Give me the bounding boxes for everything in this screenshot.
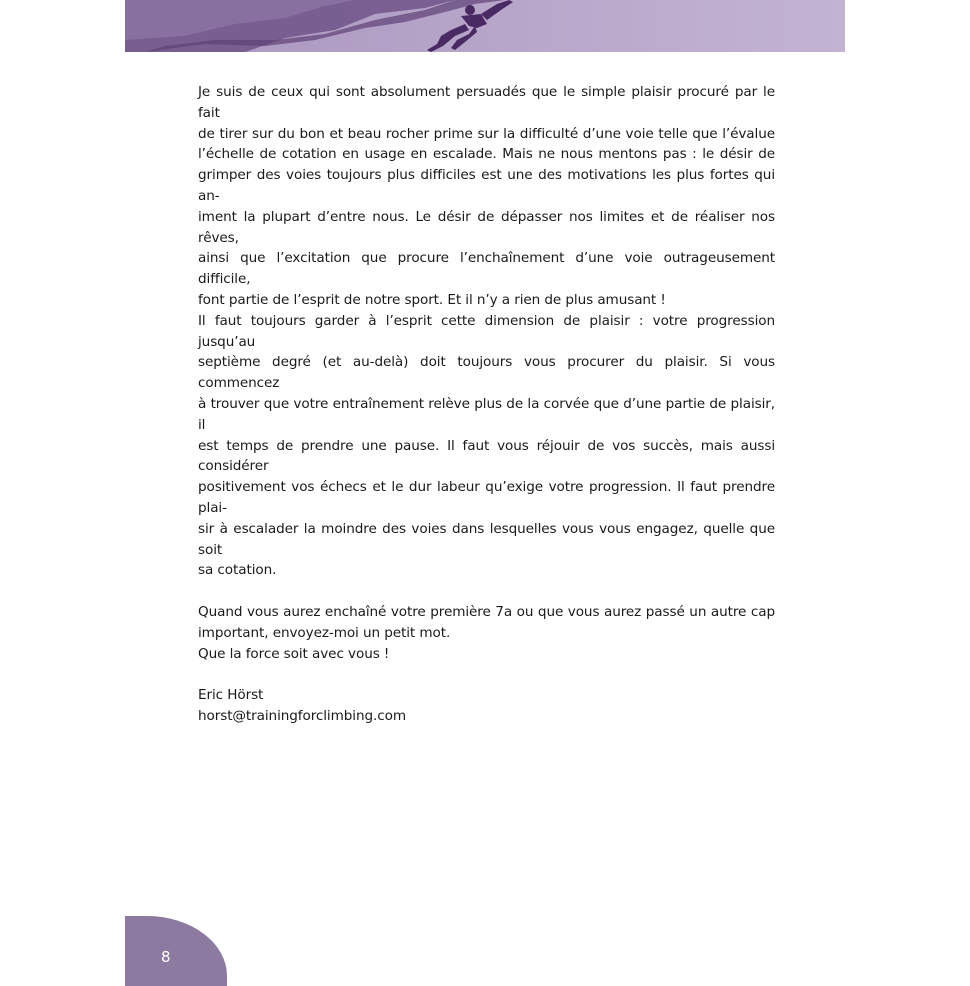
book-page xyxy=(125,0,845,971)
page-number-tab xyxy=(125,916,227,986)
signature xyxy=(198,685,775,727)
climber-photo-graphic xyxy=(125,0,845,52)
text-line: est temps de prendre une pause. Il faut vous réjouir de vos succès, mais aussi considérer xyxy=(198,437,775,475)
text-line: septième degré (et au-delà) doit toujours vous procurer du plaisir. Si vous commencez xyxy=(198,354,775,392)
text-line: sir à escalader la moindre des voies dans lesquelles vous vous engagez, quelle que soit xyxy=(198,520,775,558)
text-line: Que la force soit avec vous ! xyxy=(198,645,390,662)
paragraph-gap xyxy=(198,581,775,602)
text-line: Il faut toujours garder à l’esprit cette dimension de plaisir : votre progression jusqu’au xyxy=(198,312,775,350)
text-line: important, envoyez-moi un petit mot. xyxy=(198,624,451,641)
paragraph-2 xyxy=(198,311,775,581)
text-line: ainsi que l’excitation que procure l’enchaînement d’une voie outrageusement difficile, xyxy=(198,250,775,288)
signature-email: horst@trainingforclimbing.com xyxy=(198,707,406,724)
paragraph-3 xyxy=(198,602,775,664)
signature-name: Eric Hörst xyxy=(198,687,264,704)
text-line: grimper des voies toujours plus difficiles est une des motivations les plus fortes qui an- xyxy=(198,167,775,204)
text-line: Je suis de ceux qui sont absolument persuadés que le simple plaisir procuré par le fait xyxy=(198,84,775,121)
main-text xyxy=(198,82,775,727)
page-number: 8 xyxy=(161,948,171,966)
text-line: l’échelle de cotation en usage en escalade. Mais ne nous mentons pas : le désir de xyxy=(198,146,775,163)
text-line: Quand vous aurez enchaîné votre première 7a ou que vous aurez passé un autre cap xyxy=(198,603,775,620)
text-line: à trouver que votre entraînement relève plus de la corvée que d’une partie de plaisir, il xyxy=(198,395,775,433)
paragraph-gap xyxy=(198,664,775,685)
text-line: de tirer sur du bon et beau rocher prime sur la difficulté d’une voie telle que l’évalue xyxy=(198,125,775,142)
paragraph-1 xyxy=(198,82,775,311)
climber-header-photo xyxy=(125,0,845,52)
text-line: font partie de l’esprit de notre sport. Et il n’y a rien de plus amusant ! xyxy=(198,291,666,308)
text-line: iment la plupart d’entre nous. Le désir de dépasser nos limites et de réaliser nos rêves, xyxy=(198,208,775,246)
text-line: positivement vos échecs et le dur labeur qu’exige votre progression. Il faut prendre plai- xyxy=(198,479,775,516)
text-line: sa cotation. xyxy=(198,562,277,579)
